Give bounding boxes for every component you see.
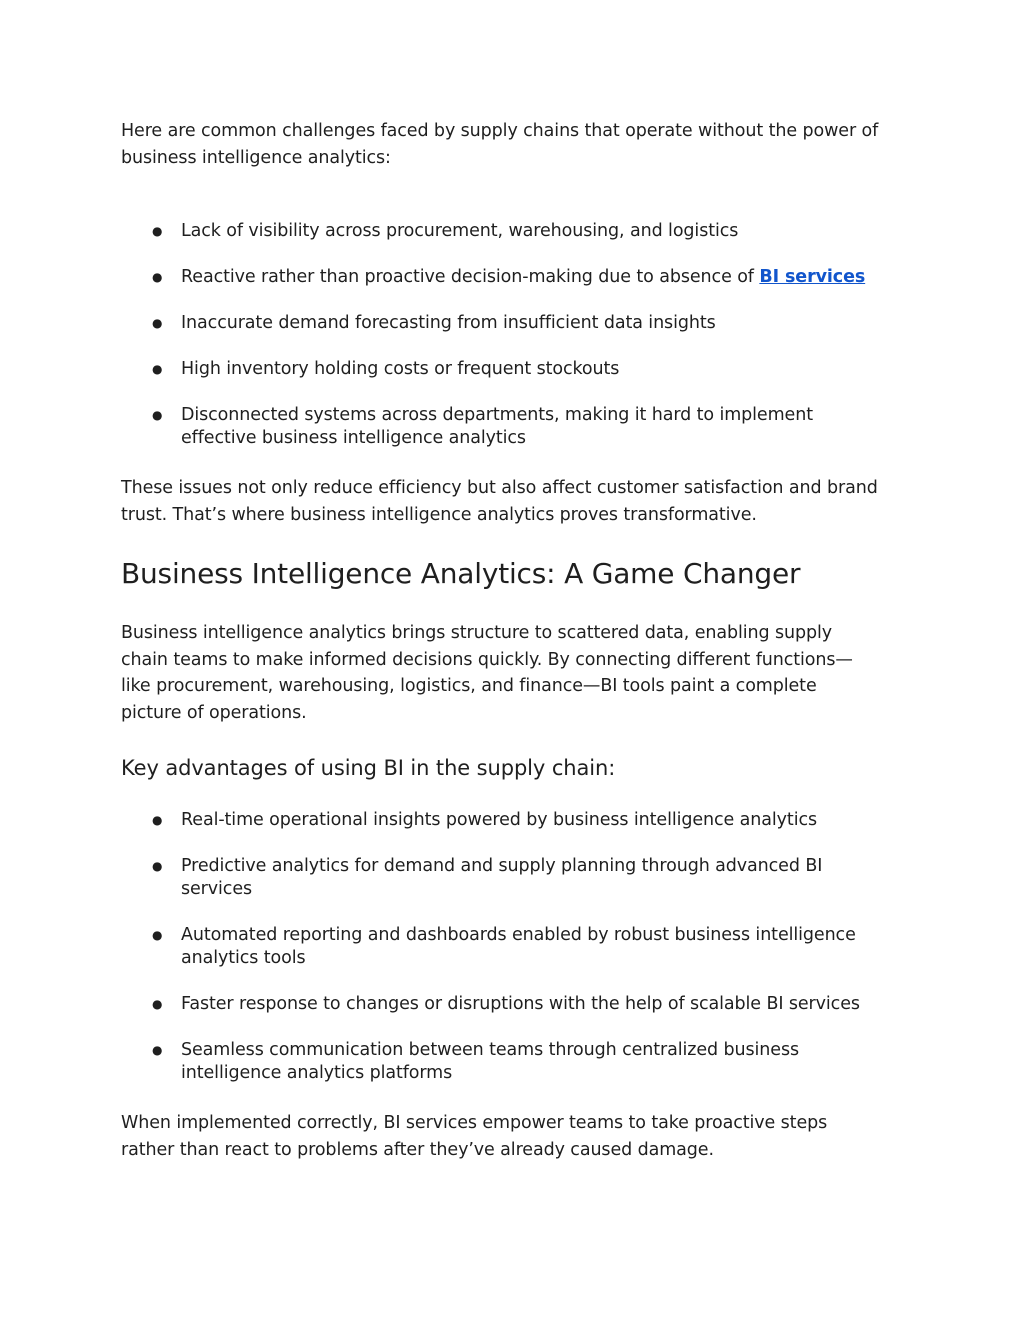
bi-services-link[interactable]: BI services (759, 267, 866, 287)
intro-paragraph: Here are common challenges faced by supply chains that operate without the power of business intelligence analytics: (121, 121, 879, 168)
bullet-icon: ● (152, 362, 163, 376)
list-item (121, 855, 911, 901)
bullet-icon: ● (152, 224, 163, 238)
section-heading: Business Intelligence Analytics: A Game Changer (121, 557, 801, 590)
list-item (121, 220, 911, 243)
bullet-icon: ● (152, 270, 163, 284)
closing-paragraph: When implemented correctly, BI services empower teams to take proactive steps rather than react to problems after they’ve already caused damage. (121, 1113, 828, 1160)
bullet-icon: ● (152, 928, 163, 942)
list-item (121, 924, 911, 970)
advantages-subheading: Key advantages of using BI in the supply chain: (121, 756, 616, 780)
bullet-icon: ● (152, 997, 163, 1011)
list-item (121, 312, 911, 335)
bullet-icon: ● (152, 1043, 163, 1057)
bi-paragraph: Business intelligence analytics brings structure to scattered data, enabling supply chain teams to make informed decisions quickly. By connecting different functions—like procurement, warehousing, logistics, and finance—BI tools paint a complete picture of operations. (121, 623, 853, 723)
list-item-text: Automated reporting and dashboards enabled by robust business intelligence analytics tools (181, 925, 856, 968)
list-item-text: Seamless communication between teams through centralized business intelligence analytics platforms (181, 1040, 799, 1083)
list-item-text: Disconnected systems across departments, making it hard to implement effective business intelligence analytics (181, 405, 813, 448)
bullet-icon: ● (152, 859, 163, 873)
bullet-icon: ● (152, 408, 163, 422)
list-item-text: Predictive analytics for demand and supply planning through advanced BI services (181, 856, 823, 899)
advantages-list (121, 809, 911, 1085)
list-item (121, 404, 911, 450)
list-item (121, 809, 911, 832)
list-item-text: Faster response to changes or disruptions with the help of scalable BI services (181, 994, 860, 1014)
bullet-icon: ● (152, 316, 163, 330)
list-item-text: Reactive rather than proactive decision-making due to absence of (181, 267, 760, 287)
list-item-text: Real-time operational insights powered by business intelligence analytics (181, 810, 817, 830)
list-item-text: High inventory holding costs or frequent stockouts (181, 359, 620, 379)
list-item (121, 358, 911, 381)
bullet-icon: ● (152, 813, 163, 827)
list-item-text: Lack of visibility across procurement, warehousing, and logistics (181, 221, 739, 241)
list-item-text: Inaccurate demand forecasting from insufficient data insights (181, 313, 716, 333)
issues-paragraph: These issues not only reduce efficiency but also affect customer satisfaction and brand trust. That’s where business intelligence analytics proves transformative. (121, 478, 878, 525)
list-item (121, 266, 911, 289)
list-item (121, 993, 911, 1016)
challenges-list (121, 220, 911, 450)
list-item (121, 1039, 911, 1085)
